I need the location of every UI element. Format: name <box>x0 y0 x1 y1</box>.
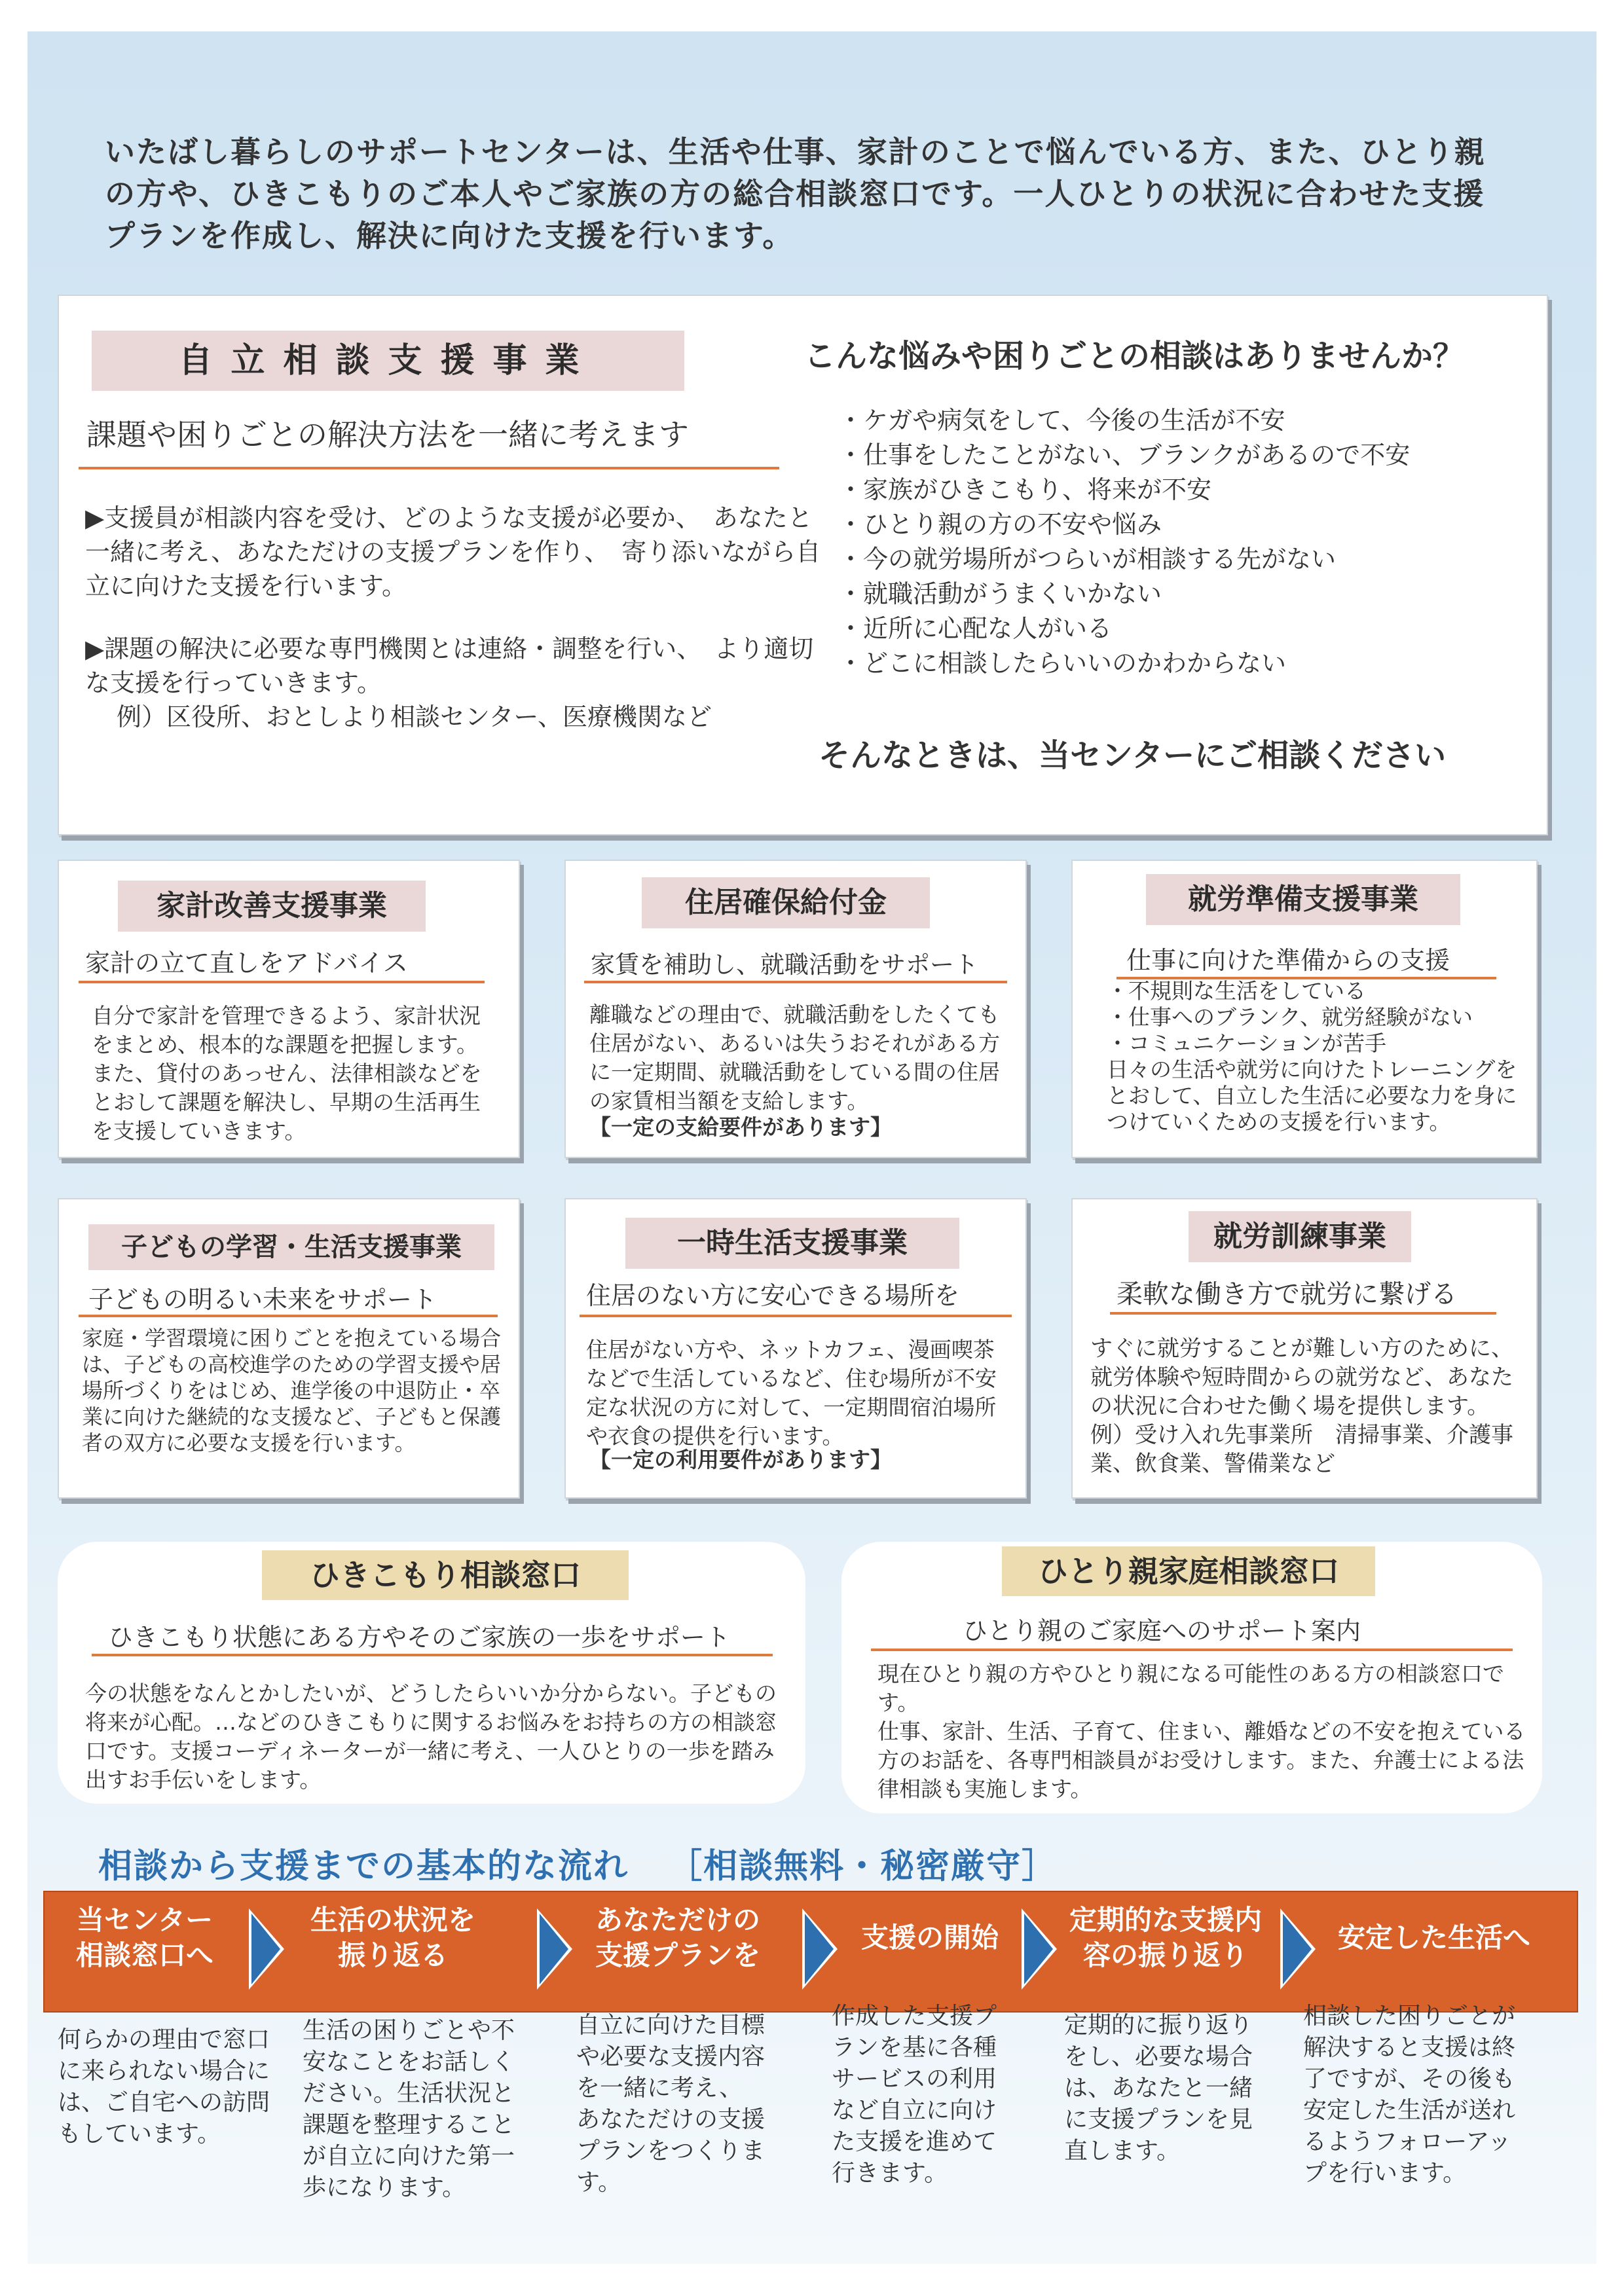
card-subtitle-underline <box>580 1315 1012 1317</box>
card-subtitle-underline <box>79 981 485 983</box>
card-body: 日々の生活や就労に向けたトレーニングをとおして、自立した生活に必要な力を身につけていくための支援を行います。 <box>1107 1057 1517 1135</box>
flow-step-label: 振り返る <box>337 1939 448 1971</box>
flow-step <box>56 1903 233 1973</box>
flow-step-label: 容の振り返り <box>1082 1939 1248 1971</box>
concerns-list <box>838 403 1532 681</box>
flow-arrow-icon <box>249 1908 284 1990</box>
flow-step <box>576 1903 779 1973</box>
card-bullet: ・仕事へのブランク、就労経験がない <box>1107 1004 1473 1030</box>
flow-arrow-icon <box>537 1908 572 1990</box>
card-note: 【一定の利用要件があります】 <box>589 1447 892 1472</box>
card-subtitle: 家賃を補助し、就職活動をサポート <box>591 951 978 979</box>
main-bullet-1: ▶支援員が相談内容を受け、どのような支援が必要か、 あなたと一緒に考え、あなただけの支援プランを作り、 寄り添いながら自立に向けた支援を行います。 <box>85 503 821 600</box>
window-body: 今の状態をなんとかしたいが、どうしたらいいか分からない。子どもの将来が心配。…などのひきこもりに関するお悩みをお持ちの方の相談窓口です。支援コーディネーターが一緒に考え、一人ひとりの一歩を踏み出すお手伝いをします。 <box>85 1681 777 1793</box>
window-title: ひとり親家庭相談窓口 <box>1002 1546 1375 1596</box>
concern-item: ・家族がひきこもり、将来が不安 <box>838 475 1212 504</box>
flow-step <box>1058 1903 1274 1973</box>
card-subtitle: 住居のない方に安心できる場所を <box>586 1281 960 1310</box>
flow-step <box>1323 1920 1545 1956</box>
card-bullet: ・コミュニケーションが苦手 <box>1107 1030 1387 1056</box>
card-body: 自分で家計を管理できるよう、家計状況をまとめ、根本的な課題を把握します。また、貸付のあっせん、法律相談などをとおして課題を解決し、早期の生活再生を支援していきます。 <box>92 1003 482 1144</box>
card-title: 就労訓練事業 <box>1189 1211 1411 1262</box>
flow-step-label: 相談窓口へ <box>75 1939 213 1971</box>
window-body-paragraph: 仕事、家計、生活、子育て、住まい、離婚などの不安を抱えている方のお話を、各専門相談員がお受けします。また、弁護士による法律相談も実施します。 <box>877 1719 1526 1802</box>
flow-step-description: 相談した困りごとが解決すると支援は終了ですが、その後も安定した生活が送れるようフォローアップを行います。 <box>1303 2003 1516 2187</box>
card-title: 一時生活支援事業 <box>625 1218 959 1269</box>
card-note: 例）受け入れ先事業所 清掃事業、介護事業、飲食業、警備業など <box>1090 1422 1513 1477</box>
flow-step-label: 当センター <box>76 1904 213 1936</box>
flow-step-label: 定期的な支援内 <box>1069 1904 1262 1936</box>
concerns-question: こんな悩みや困りごとの相談はありませんか？ <box>804 338 1465 374</box>
card-title: 就労準備支援事業 <box>1146 874 1460 925</box>
card-subtitle: 家計の立て直しをアドバイス <box>85 949 408 977</box>
card-title: 住居確保給付金 <box>642 877 930 928</box>
flow-step <box>845 1920 1015 1956</box>
flow-step-label: 生活の状況を <box>310 1904 475 1936</box>
card-subtitle: 子どもの明るい未来をサポート <box>88 1285 437 1314</box>
concern-item: ・就職活動がうまくいかない <box>838 579 1162 608</box>
flow-step-label: あなただけの <box>595 1904 760 1936</box>
flow-step-description: 何らかの理由で窓口に来られない場合には、ご自宅への訪問もしています。 <box>58 2026 270 2147</box>
flow-step <box>295 1903 491 1973</box>
concern-item: ・どこに相談したらいいのかわからない <box>838 649 1287 678</box>
flow-step-description: 自立に向けた目標や必要な支援内容を一緒に考え、あなただけの支援プランをつくります。 <box>576 2012 766 2196</box>
window-title: ひきこもり相談窓口 <box>262 1550 629 1600</box>
card-body: 家庭・学習環境に困りごとを抱えている場合は、子どもの高校進学のための学習支援や居場所づくりをはじめ、進学後の中退防止・卒業に向けた継続的な支援など、子どもと保護者の双方に必要な支援を行います。 <box>82 1326 502 1455</box>
flow-badge: ［相談無料・秘密厳守］ <box>668 1847 1058 1886</box>
main-bullet-2-example: 例）区役所、おとしより相談センター、医療機関など <box>117 702 712 731</box>
card-subtitle: 仕事に向けた準備からの支援 <box>1126 946 1450 975</box>
main-title: 自立相談支援事業 <box>92 331 684 391</box>
card-bullet-list <box>1107 978 1526 1057</box>
concern-item: ・今の就労場所がつらいが相談する先がない <box>838 545 1337 574</box>
flow-step-label: 安定した生活へ <box>1337 1922 1530 1954</box>
window-subtitle-underline <box>92 1654 773 1656</box>
window-subtitle-underline <box>871 1649 1513 1651</box>
flow-arrow-icon <box>1280 1908 1316 1990</box>
flow-title <box>98 1838 1057 1887</box>
main-bullet-2: ▶課題の解決に必要な専門機関とは連絡・調整を行い、 より適切な支援を行っていきます。 <box>85 634 814 697</box>
card-subtitle-underline <box>584 981 1007 983</box>
window-body <box>877 1660 1532 1804</box>
card-body: 住居がない方や、ネットカフェ、漫画喫茶などで生活しているなど、住む場所が不安定な状況の方に対して、一定期間宿泊場所や衣食の提供を行います。 <box>586 1337 997 1449</box>
intro-text: いたばし暮らしのサポートセンターは、生活や仕事、家計のことで悩んでいる方、また、ひとり親の方や、ひきこもりのご本人やご家族の方の総合相談窓口です。一人ひとりの状況に合わせた支援プランを作成し、解決に向けた支援を行います。 <box>105 134 1486 253</box>
flow-arrow-icon <box>1022 1908 1057 1990</box>
closing-message: そんなときは、当センターにご相談ください <box>819 737 1447 774</box>
flow-step-label: 支援の開始 <box>860 1922 999 1954</box>
concern-item: ・近所に心配な人がいる <box>838 614 1113 643</box>
flow-step-label: 支援プランを <box>595 1939 760 1971</box>
flow-step-description: 定期的に振り返りをし、必要な場合は、あなたと一緒に支援プランを見直します。 <box>1064 2012 1253 2164</box>
card-bullet: ・不規則な生活をしている <box>1107 978 1366 1004</box>
card-subtitle-underline <box>1110 1312 1496 1315</box>
main-subtitle: 課題や困りごとの解決方法を一緒に考えます <box>86 417 689 452</box>
card-note: 【一定の支給要件があります】 <box>589 1114 892 1140</box>
window-body-paragraph: 現在ひとり親の方やひとり親になる可能性のある方の相談窓口です。 <box>877 1661 1504 1715</box>
main-subtitle-underline <box>79 467 779 469</box>
window-subtitle: ひきこもり状態にある方やそのご家族の一歩をサポート <box>108 1623 731 1652</box>
flow-title-text: 相談から支援までの基本的な流れ <box>98 1847 629 1886</box>
flow-arrow-icon <box>802 1908 838 1990</box>
card-subtitle-underline <box>79 1315 498 1317</box>
card-body: すぐに就労することが難しい方のために、就労体験や短時間からの就労など、あなたの状況に合わせた働く場を提供します。 <box>1090 1336 1513 1419</box>
concern-item: ・仕事をしたことがない、ブランクがあるので不安 <box>838 441 1411 469</box>
card-title: 子どもの学習・生活支援事業 <box>88 1224 494 1270</box>
card-subtitle: 柔軟な働き方で就労に繋げる <box>1116 1279 1457 1309</box>
window-subtitle: ひとり親のご家庭へのサポート案内 <box>963 1616 1361 1645</box>
flow-step-description: 生活の困りごとや不安なことをお話しください。生活状況と課題を整理することが自立に向けた第一歩になります。 <box>303 2017 515 2201</box>
flow-step-description: 作成した支援プランを基に各種サービスの利用など自立に向けた支援を進めて行きます。 <box>832 2003 997 2187</box>
card-body: 離職などの理由で、就職活動をしたくても住居がない、あるいは失うおそれがある方に一定期間、就職活動をしている間の住居の家賃相当額を支給します。 <box>589 1002 1000 1114</box>
card-title: 家計改善支援事業 <box>118 881 426 932</box>
concern-item: ・ひとり親の方の不安や悩み <box>838 510 1162 539</box>
concern-item: ・ケガや病気をして、今後の生活が不安 <box>838 406 1285 435</box>
